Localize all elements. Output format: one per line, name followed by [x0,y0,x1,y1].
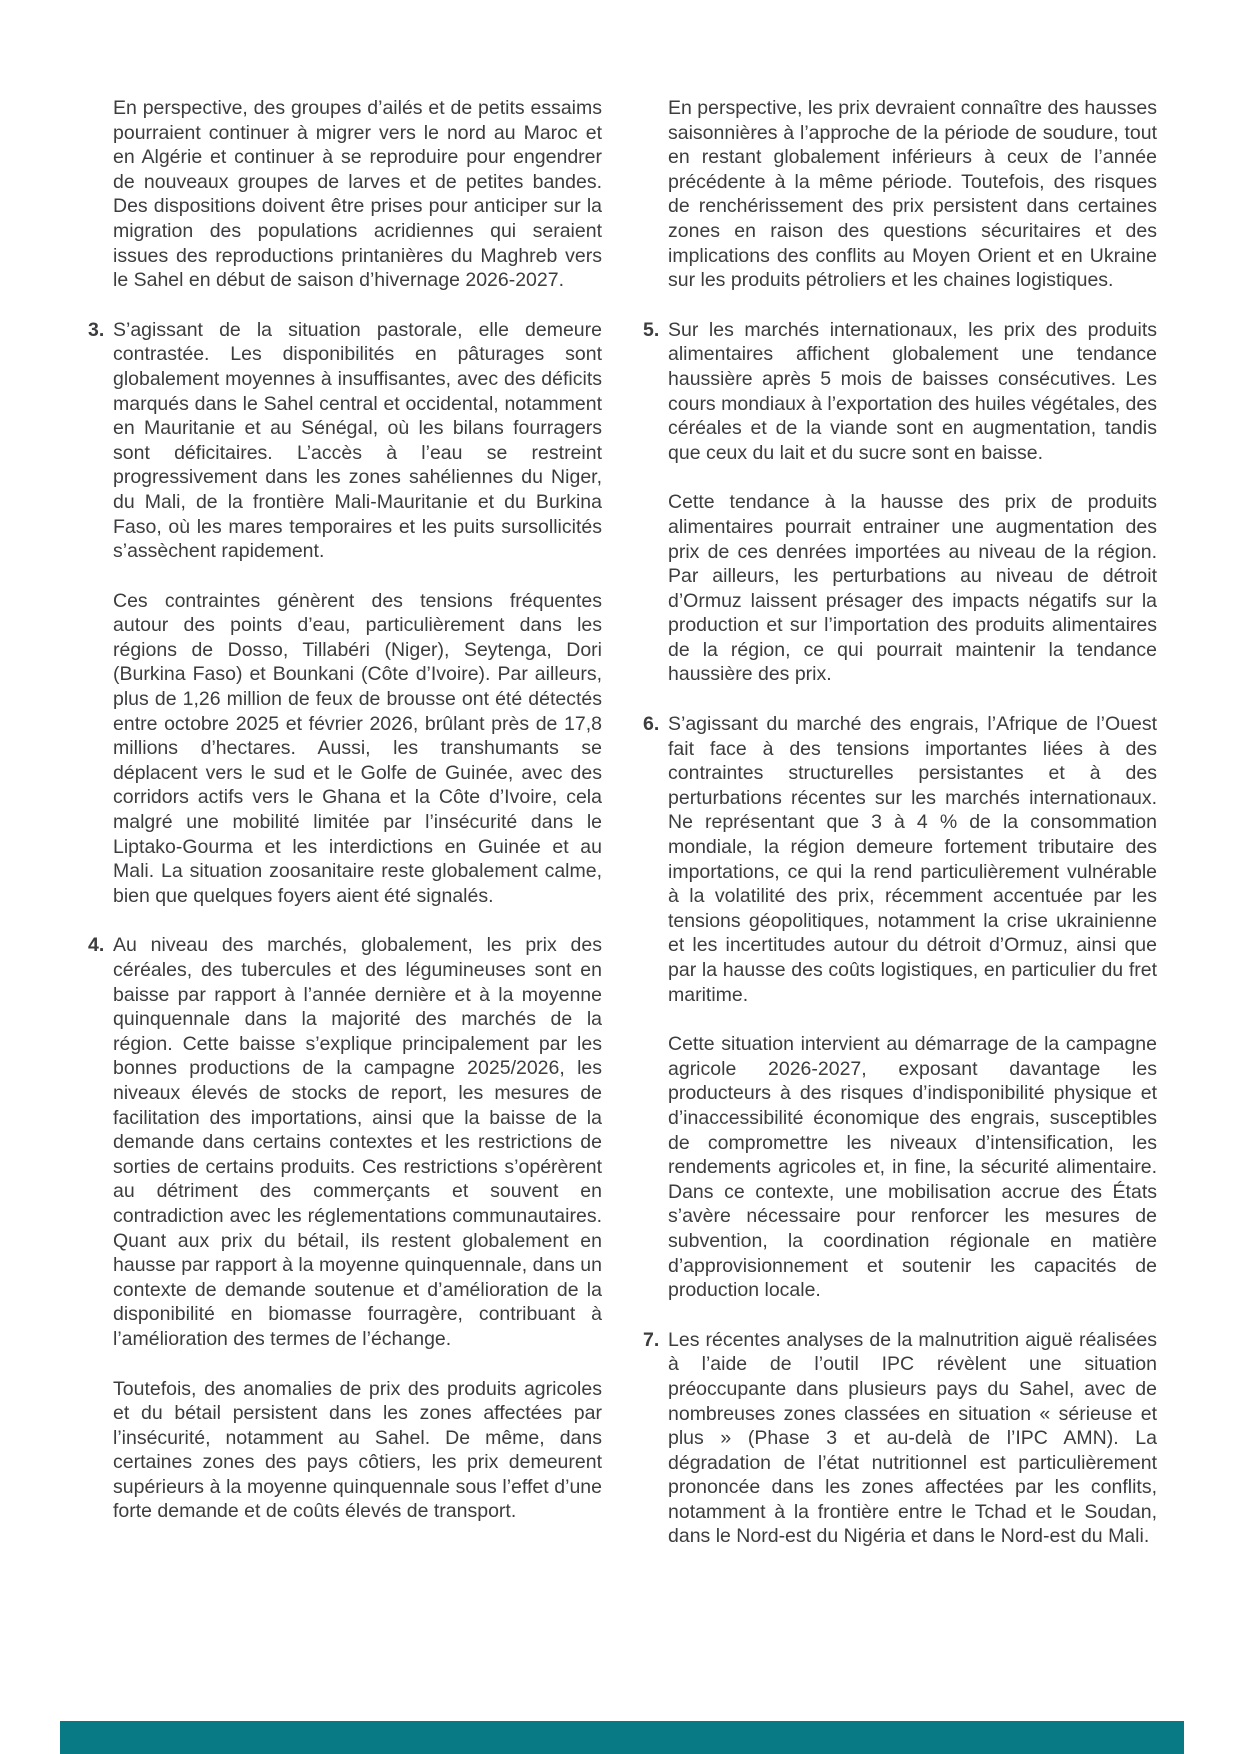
two-column-text-layout [88,96,1157,1574]
paragraph-text: Les récentes analyses de la malnutrition aiguë réalisées à l’aide de l’outil IPC révèlent une situation préoccupante dans plusieurs pays du Sahel, avec de nombreuses zones classées en situation « sérieuse et plus » (Phase 3 et au-delà de l’IPC AMN). La dégradation de l’état nutritionnel est particulièrement prononcée dans les zones affectées par les conflits, notamment à la frontière entre le Tchad et le Soudan, dans le Nord-est du Nigéria et dans le Nord-est du Mali. [668,1328,1157,1548]
paragraph-text: Sur les marchés internationaux, les prix des produits alimentaires affichent globalement une tendance haussière après 5 mois de baisses consécutives. Les cours mondiaux à l’exportation des huiles végétales, des céréales et de la viande sont en augmentation, tandis que ceux du lait et du sucre sont en baisse. [668,318,1157,464]
paragraph-text: S’agissant du marché des engrais, l’Afrique de l’Ouest fait face à des tensions importantes liées à des contraintes structurelles persistantes et à des perturbations récentes sur les marchés internationaux. Ne représentant que 3 à 4 % de la consommation mondiale, la région demeure fortement tributaire des importations, ce qui la rend particulièrement vulnérable à la volatilité des prix, récemment accentuée par les tensions géopolitiques, notamment la crise ukrainienne et les incertitudes autour du détroit d’Ormuz, ainsi que par la hausse des coûts logistiques, en particulier du fret maritime. [668,713,1157,1006]
paragraph-item-3 [88,318,602,564]
paragraph-continuation [113,1377,602,1525]
paragraph-continuation [113,96,602,293]
column-right [643,96,1157,1574]
paragraph-number: 4. [88,934,105,957]
column-left [88,96,602,1574]
paragraph-continuation [668,490,1157,687]
paragraph-text: S’agissant de la situation pastorale, elle demeure contrastée. Les disponibilités en pâturages sont globalement moyennes à insuffisantes, avec des déficits marqués dans le Sahel central et occidental, notamment en Mauritanie et au Sénégal, où les bilans fourragers sont déficitaires. L’accès à l’eau se restreint progressivement dans les zones sahéliennes du Niger, du Mali, de la frontière Mali-Mauritanie et du Burkina Faso, où les mares temporaires et les puits sursollicités s’assèchent rapidement. [113,318,602,563]
paragraph-text: En perspective, les prix devraient connaître des hausses saisonnières à l’approche de la période de soudure, tout en restant globalement inférieurs à ceux de l’année précédente à la même période. Toutefois, des risques de renchérissement des prix persistent dans certaines zones en raison des questions sécuritaires et des implications des conflits au Moyen Orient et en Ukraine sur les produits pétroliers et les chaines logistiques. [668,97,1157,292]
paragraph-item-6 [643,712,1157,1007]
footer-accent-bar [60,1721,1184,1754]
paragraph-number: 3. [88,318,105,341]
paragraph-text: Toutefois, des anomalies de prix des produits agricoles et du bétail persistent dans les zones affectées par l’insécurité, notamment au Sahel. De même, dans certaines zones des pays côtiers, les prix demeurent supérieurs à la moyenne quinquennale sous l’effet d’une forte demande et de coûts élevés de transport. [113,1377,602,1523]
paragraph-number: 6. [643,713,660,736]
paragraph-number: 7. [643,1328,660,1351]
paragraph-text: Ces contraintes génèrent des tensions fréquentes autour des points d’eau, particulièrement dans les régions de Dosso, Tillabéri (Niger), Seytenga, Dori (Burkina Faso) et Bounkani (Côte d’Ivoire). Par ailleurs, plus de 1,26 million de feux de brousse ont été détectés entre octobre 2025 et février 2026, brûlant près de 17,8 millions d’hectares. Aussi, les transhumants se déplacent vers le sud et le Golfe de Guinée, avec des corridors actifs vers le Ghana et la Côte d’Ivoire, cela malgré une mobilité limitée par l’insécurité dans le Liptako-Gourma et les interdictions en Guinée et au Mali. La situation zoosanitaire reste globalement calme, bien que quelques foyers aient été signalés. [113,589,602,907]
paragraph-continuation [668,96,1157,293]
paragraph-text: Au niveau des marchés, globalement, les prix des céréales, des tubercules et des légumineuses sont en baisse par rapport à l’année dernière et à la moyenne quinquennale dans la majorité des marchés de la région. Cette baisse s’explique principalement par les bonnes productions de la campagne 2025/2026, les niveaux élevés de stocks de report, les mesures de facilitation des importations, ainsi que la baisse de la demande dans certains contextes et les restrictions de sorties de certains produits. Ces restrictions s’opérèrent au détriment des commerçants et souvent en contradiction avec les réglementations communautaires. Quant aux prix du bétail, ils restent globalement en hausse par rapport à la moyenne quinquennale, dans un contexte de demande soutenue et d’amélioration de la disponibilité en biomasse fourragère, contribuant à l’amélioration des termes de l’échange. [113,934,602,1350]
paragraph-continuation [113,589,602,909]
paragraph-continuation [668,1032,1157,1303]
paragraph-text: Cette tendance à la hausse des prix de produits alimentaires pourrait entrainer une augmentation des prix de ces denrées importées au niveau de la région. Par ailleurs, les perturbations au niveau de détroit d’Ormuz laissent présager des impacts négatifs sur la production et sur l’importation des produits alimentaires de la région, ce qui pourrait maintenir la tendance haussière des prix. [668,491,1157,686]
paragraph-item-7 [643,1328,1157,1549]
paragraph-text: Cette situation intervient au démarrage de la campagne agricole 2026-2027, exposant davantage les producteurs à des risques d’indisponibilité physique et d’inaccessibilité économique des engrais, susceptibles de compromettre les niveaux d’intensification, les rendements agricoles et, in fine, la sécurité alimentaire. Dans ce contexte, une mobilisation accrue des États s’avère nécessaire pour renforcer les mesures de subvention, la coordination régionale en matière d’approvisionnement et soutenir les capacités de production locale. [668,1033,1157,1302]
paragraph-number: 5. [643,318,660,341]
paragraph-item-5 [643,318,1157,466]
paragraph-item-4 [88,933,602,1351]
paragraph-text: En perspective, des groupes d’ailés et de petits essaims pourraient continuer à migrer vers le nord au Maroc et en Algérie et continuer à se reproduire pour engendrer de nouveaux groupes de larves et de petites bandes. Des dispositions doivent être prises pour anticiper sur la migration des populations acridiennes qui seraient issues des reproductions printanières du Maghreb vers le Sahel en début de saison d’hivernage 2026-2027. [113,97,602,292]
